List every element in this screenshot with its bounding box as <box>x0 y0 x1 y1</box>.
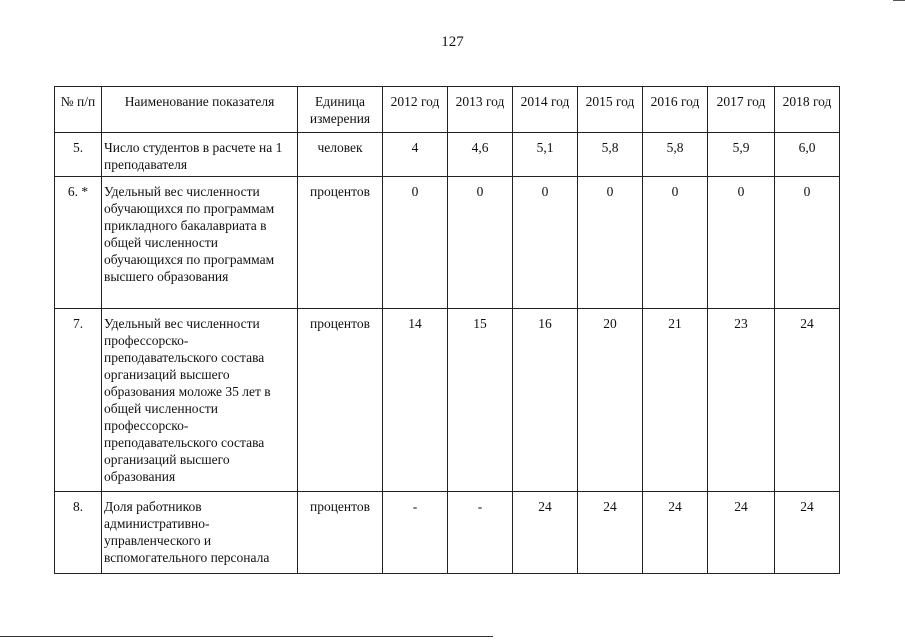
header-unit: Единица измерения <box>298 87 383 133</box>
page-number: 127 <box>441 34 464 50</box>
row-name: Число студентов в расчете на 1 преподавателя <box>102 133 298 177</box>
row-num: 5. <box>55 133 102 177</box>
row-value: 0 <box>708 177 775 309</box>
row-value: 24 <box>513 492 578 574</box>
row-value: 24 <box>578 492 643 574</box>
row-value: 5,9 <box>708 133 775 177</box>
indicators-table <box>54 86 840 574</box>
header-year-2012: 2012 год <box>383 87 448 133</box>
row-unit: процентов <box>298 492 383 574</box>
row-value: 20 <box>578 309 643 492</box>
row-value: 21 <box>643 309 708 492</box>
row-value: 0 <box>383 177 448 309</box>
row-value: 14 <box>383 309 448 492</box>
row-value: 4 <box>383 133 448 177</box>
row-value: 4,6 <box>448 133 513 177</box>
row-value: 0 <box>643 177 708 309</box>
scan-edge-mark <box>893 0 905 1</box>
row-value: 0 <box>775 177 840 309</box>
row-value: 5,1 <box>513 133 578 177</box>
header-name: Наименование показателя <box>102 87 298 133</box>
row-value: 24 <box>708 492 775 574</box>
header-year-2015: 2015 год <box>578 87 643 133</box>
row-value: 0 <box>513 177 578 309</box>
header-row <box>55 87 840 133</box>
row-unit: человек <box>298 133 383 177</box>
row-value: 0 <box>578 177 643 309</box>
row-value: 24 <box>775 492 840 574</box>
row-value: 0 <box>448 177 513 309</box>
row-num: 8. <box>55 492 102 574</box>
row-value: 6,0 <box>775 133 840 177</box>
table-row <box>55 309 840 492</box>
header-year-2014: 2014 год <box>513 87 578 133</box>
row-num: 7. <box>55 309 102 492</box>
row-name: Доля работников административно-управленческого и вспомогательного персонала <box>102 492 298 574</box>
row-value: 24 <box>643 492 708 574</box>
row-name: Удельный вес численности профессорско-преподавательского состава организаций высшего образования моложе 35 лет в общей численности профессорско-преподавательского состава организаций высшего образования <box>102 309 298 492</box>
row-value: 15 <box>448 309 513 492</box>
header-year-2018: 2018 год <box>775 87 840 133</box>
row-value: 23 <box>708 309 775 492</box>
row-num: 6. * <box>55 177 102 309</box>
footnote-divider <box>0 636 493 637</box>
row-name: Удельный вес численности обучающихся по программам прикладного бакалавриата в общей численности обучающихся по программам высшего образования <box>102 177 298 309</box>
header-year-2016: 2016 год <box>643 87 708 133</box>
row-unit: процентов <box>298 309 383 492</box>
header-year-2017: 2017 год <box>708 87 775 133</box>
row-value: 24 <box>775 309 840 492</box>
table-row <box>55 133 840 177</box>
row-value: 5,8 <box>643 133 708 177</box>
row-value: - <box>383 492 448 574</box>
header-num: № п/п <box>55 87 102 133</box>
row-value: 5,8 <box>578 133 643 177</box>
row-value: 16 <box>513 309 578 492</box>
row-unit: процентов <box>298 177 383 309</box>
row-value: - <box>448 492 513 574</box>
header-year-2013: 2013 год <box>448 87 513 133</box>
table-row <box>55 492 840 574</box>
table-row <box>55 177 840 309</box>
